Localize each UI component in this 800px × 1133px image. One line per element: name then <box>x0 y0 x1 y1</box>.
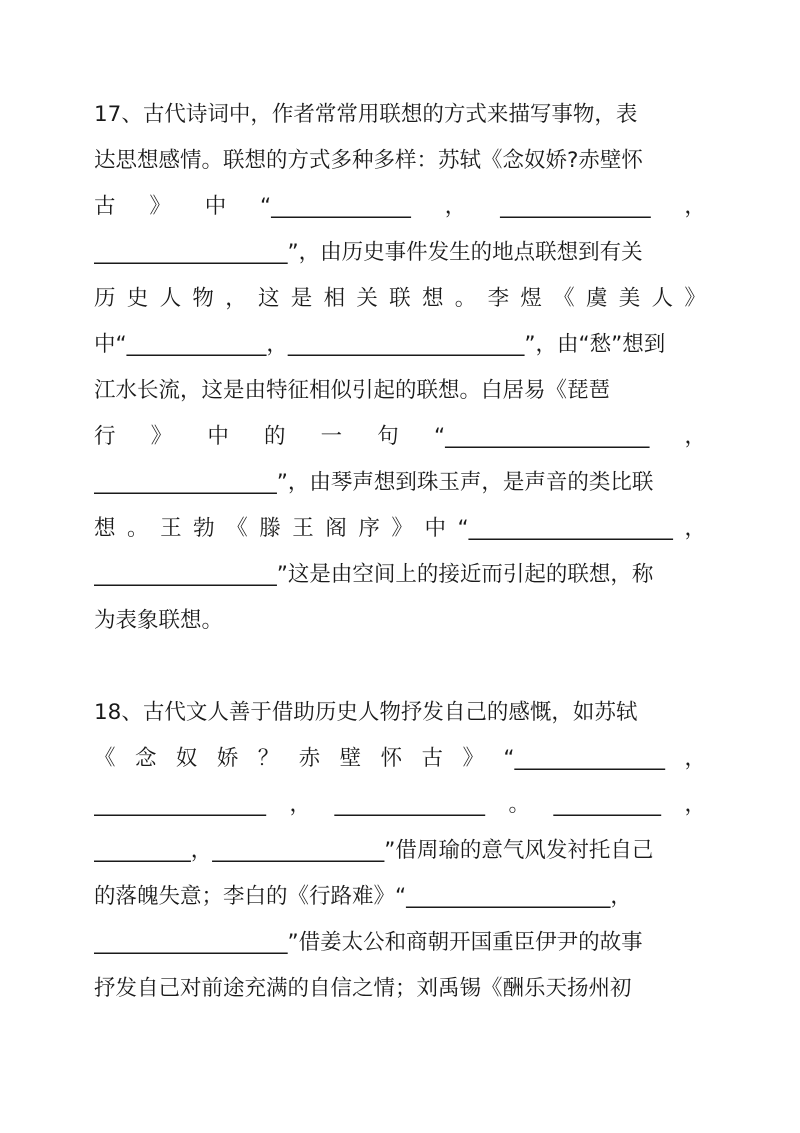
text-token: 中 <box>424 516 446 541</box>
text-token: ， <box>684 746 706 771</box>
text-token: 序 <box>358 516 380 541</box>
text-token: ______________ <box>334 792 485 817</box>
text-token: 》 <box>150 424 173 449</box>
text-token: 》 <box>391 516 413 541</box>
text-line: _________________”，由琴声想到珠玉声，是声音的类比联 <box>94 470 654 495</box>
text-line: _________，________________”借周瑜的意气风发衬托自己 <box>94 838 654 863</box>
text-token: “______________ <box>503 746 666 771</box>
text-token: 》 <box>462 746 484 771</box>
text-token: 一 <box>320 424 343 449</box>
text-token: ， <box>684 194 706 219</box>
text-token: 的 <box>263 424 286 449</box>
text-token: __________ <box>553 792 661 817</box>
text-line: 中“_____________，______________________”，由“愁”想到 <box>94 332 666 357</box>
text-token: 《 <box>94 746 116 771</box>
text-line-justified <box>94 782 706 828</box>
text-line: 抒发自己对前途充满的自信之情；刘禹锡《酬乐天扬州初 <box>94 976 632 1001</box>
text-token: 中 <box>204 194 227 219</box>
text-line-justified <box>94 414 706 460</box>
text-line: 18、古代文人善于借助历史人物抒发自己的感慨，如苏轼 <box>94 700 638 725</box>
text-line-justified <box>94 736 706 782</box>
text-token: 王 <box>292 516 314 541</box>
text-token: 关 <box>356 286 378 311</box>
text-token: 物 <box>192 286 214 311</box>
text-token: 句 <box>377 424 399 449</box>
text-token: 娇 <box>216 746 239 771</box>
text-line-justified <box>94 184 706 230</box>
text-token: ？ <box>257 746 280 771</box>
text-token: 念 <box>134 746 157 771</box>
text-token: 人 <box>159 286 182 311</box>
text-token: 想 <box>94 516 116 541</box>
text-line: 的落魄失意；李白的《行路难》“___________________， <box>94 884 632 909</box>
text-token: 勃 <box>193 516 215 541</box>
text-line: __________________”借姜太公和商朝开国重臣伊尹的故事 <box>94 930 643 955</box>
text-token: 想 <box>421 286 444 311</box>
text-token: 。 <box>454 286 477 311</box>
text-token: 《 <box>226 516 248 541</box>
text-line: __________________”，由历史事件发生的地点联想到有关 <box>94 240 643 265</box>
text-token: 》 <box>684 286 706 311</box>
text-token: 。 <box>508 792 530 817</box>
text-token: 这 <box>257 286 280 311</box>
text-token: 中 <box>207 424 229 449</box>
text-token: 王 <box>160 516 182 541</box>
text-token: 联 <box>389 286 411 311</box>
question-17 <box>94 92 706 644</box>
text-token: 历 <box>94 286 116 311</box>
document-page <box>94 92 706 1012</box>
text-token: “___________________ <box>433 424 650 449</box>
text-token: 壁 <box>339 746 362 771</box>
question-18 <box>94 690 706 1012</box>
text-line: 17、古代诗词中，作者常常用联想的方式来描写事物，表 <box>94 102 638 127</box>
text-line: 为表象联想。 <box>94 608 224 633</box>
text-token: ________________ <box>94 792 266 817</box>
text-line: 达思想感情。联想的方式多种多样：苏轼《念奴娇?赤壁怀 <box>94 148 643 173</box>
text-line: _________________”这是由空间上的接近而引起的联想，称 <box>94 562 654 587</box>
text-token: 阁 <box>325 516 347 541</box>
text-token: ， <box>684 792 706 817</box>
text-token: 怀 <box>380 746 403 771</box>
text-token: “_____________ <box>260 194 411 219</box>
text-token: 古 <box>421 746 444 771</box>
text-token: ， <box>289 792 311 817</box>
text-token: 虞 <box>585 286 608 311</box>
text-token: 古 <box>94 194 116 219</box>
text-token: 人 <box>651 286 674 311</box>
text-token: 美 <box>618 286 641 311</box>
text-token: 奴 <box>175 746 198 771</box>
text-token: 》 <box>149 194 171 219</box>
text-token: 赤 <box>298 746 321 771</box>
text-token: 是 <box>290 286 313 311</box>
text-line-justified <box>94 276 706 322</box>
text-token: ， <box>684 424 706 449</box>
text-token: 行 <box>94 424 116 449</box>
text-line-justified <box>94 506 706 552</box>
text-token: ， <box>444 194 467 219</box>
text-token: 史 <box>126 286 149 311</box>
text-token: “___________________ <box>457 516 673 541</box>
text-token: 相 <box>323 286 346 311</box>
text-token: 李 <box>487 286 510 311</box>
text-line: 江水长流，这是由特征相似引起的联想。白居易《琵琶 <box>94 378 611 403</box>
text-token: ______________ <box>500 194 651 219</box>
question-spacer <box>94 644 706 690</box>
text-token: ， <box>225 286 247 311</box>
text-token: 。 <box>127 516 149 541</box>
text-token: 滕 <box>259 516 281 541</box>
text-token: 煜 <box>520 286 542 311</box>
text-token: ， <box>684 516 706 541</box>
text-token: 《 <box>553 286 575 311</box>
